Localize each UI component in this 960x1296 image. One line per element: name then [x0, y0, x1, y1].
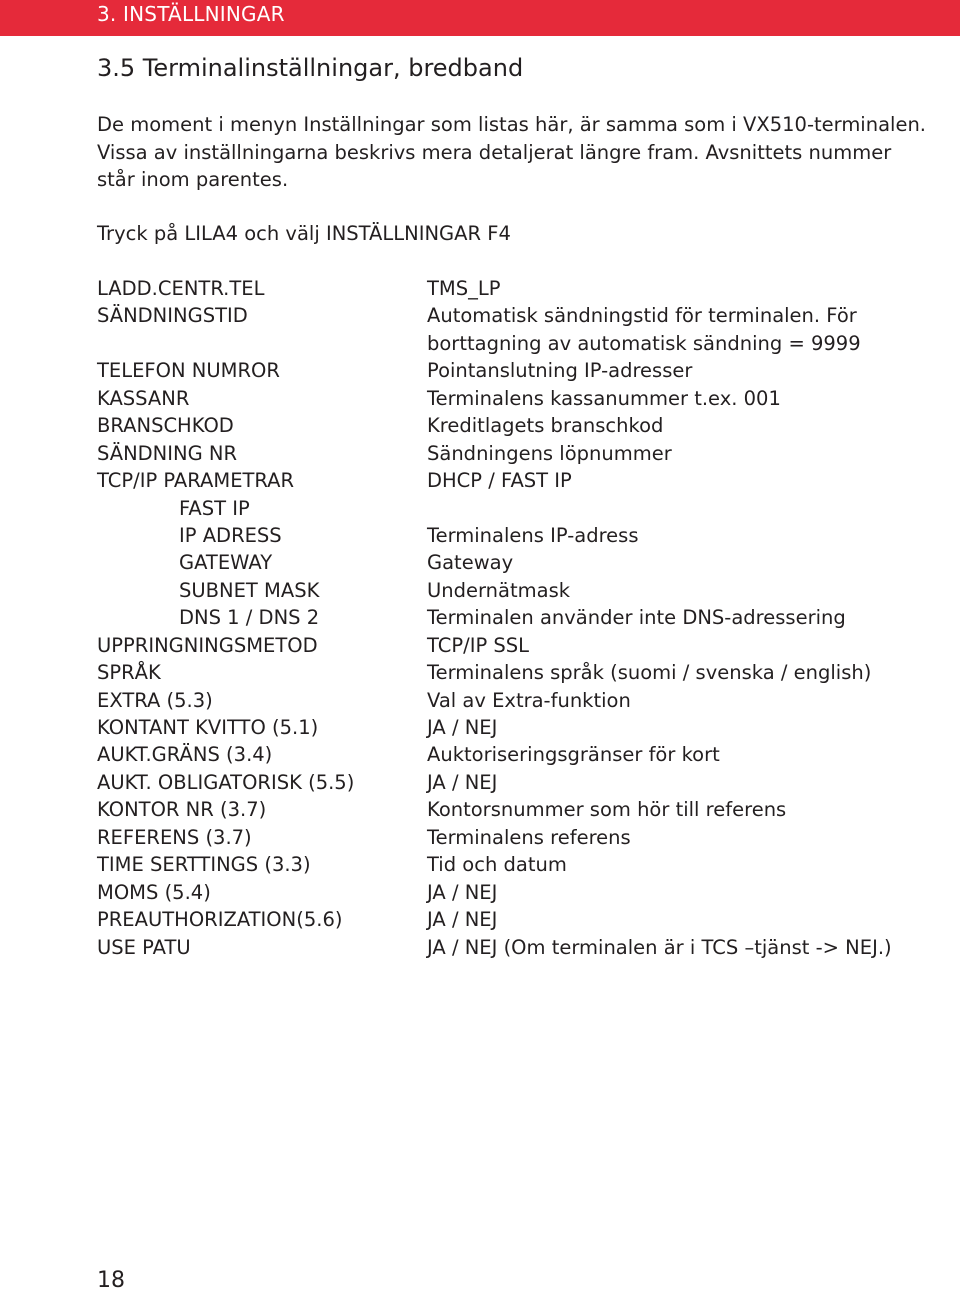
setting-label: LADD.CENTR.TEL: [97, 277, 265, 300]
setting-description: JA / NEJ (Om terminalen är i TCS –tjänst -> NEJ.): [427, 935, 892, 959]
setting-label: AUKT.GRÄNS (3.4): [97, 743, 273, 767]
settings-row: [97, 467, 917, 494]
setting-description: Kontorsnummer som hör till referens: [427, 798, 787, 822]
settings-row: [97, 495, 917, 522]
settings-row: [97, 275, 917, 302]
settings-row: [97, 851, 917, 878]
settings-row: [97, 522, 917, 549]
setting-description: JA / NEJ: [427, 770, 498, 794]
setting-description: DHCP / FAST IP: [427, 469, 572, 493]
intro-line: Vissa av inställningarna beskrivs mera detaljerat längre fram. Avsnittets nummer: [97, 140, 892, 164]
settings-list: [97, 275, 917, 961]
setting-label: BRANSCHKOD: [97, 414, 234, 438]
instruction-text: Tryck på LILA4 och välj INSTÄLLNINGAR F4: [97, 222, 511, 245]
setting-label: USE PATU: [97, 935, 191, 959]
setting-description: borttagning av automatisk sändning = 9999: [427, 331, 861, 355]
setting-description: TCP/IP SSL: [427, 633, 530, 657]
intro-line: De moment i menyn Inställningar som listas här, är samma som i VX510-terminalen.: [97, 113, 927, 136]
settings-row: [97, 934, 917, 961]
setting-label: KONTANT KVITTO (5.1): [97, 716, 319, 739]
setting-label: GATEWAY: [179, 551, 273, 575]
settings-row: [97, 906, 917, 933]
setting-label: IP ADRESS: [179, 523, 282, 547]
setting-label: UPPRINGNINGSMETOD: [97, 633, 318, 657]
setting-description: JA / NEJ: [427, 716, 498, 739]
settings-row: [97, 412, 917, 439]
setting-label: REFERENS (3.7): [97, 825, 252, 849]
setting-description: Terminalen använder inte DNS-adressering: [427, 606, 846, 630]
settings-row: [97, 330, 917, 357]
settings-row: [97, 824, 917, 851]
intro-line: står inom parentes.: [97, 168, 289, 191]
setting-label: SÄNDNING NR: [97, 441, 238, 465]
setting-label: TELEFON NUMROR: [97, 359, 280, 383]
setting-description: Val av Extra-funktion: [427, 688, 631, 712]
setting-label: FAST IP: [179, 496, 250, 520]
setting-description: Pointanslutning IP-adresser: [427, 359, 693, 383]
setting-label: TIME SERTTINGS (3.3): [97, 853, 311, 877]
setting-label: SPRÅK: [97, 661, 161, 685]
setting-description: Undernätmask: [427, 578, 571, 602]
setting-label: DNS 1 / DNS 2: [179, 606, 320, 630]
setting-description: Terminalens referens: [427, 825, 631, 849]
setting-description: TMS_LP: [427, 277, 501, 300]
setting-label: EXTRA (5.3): [97, 688, 213, 712]
setting-label: SÄNDNINGSTID: [97, 304, 248, 328]
settings-row: [97, 577, 917, 604]
setting-description: Terminalens språk (suomi / svenska / english): [427, 661, 872, 685]
settings-row: [97, 385, 917, 412]
chapter-title: 3. INSTÄLLNINGAR: [97, 2, 285, 26]
setting-description: Sändningens löpnummer: [427, 441, 672, 465]
setting-description: Terminalens IP-adress: [427, 523, 639, 547]
setting-label: PREAUTHORIZATION(5.6): [97, 908, 343, 932]
settings-row: [97, 769, 917, 796]
settings-row: [97, 549, 917, 576]
setting-label: SUBNET MASK: [179, 578, 320, 602]
settings-row: [97, 604, 917, 631]
setting-description: Gateway: [427, 551, 514, 575]
setting-description: JA / NEJ: [427, 880, 498, 904]
settings-row: [97, 659, 917, 686]
setting-description: Auktoriseringsgränser för kort: [427, 743, 720, 767]
setting-description: Terminalens kassanummer t.ex. 001: [427, 386, 781, 410]
setting-description: Kreditlagets branschkod: [427, 414, 664, 438]
settings-row: [97, 357, 917, 384]
setting-label: MOMS (5.4): [97, 880, 211, 904]
setting-label: AUKT. OBLIGATORISK (5.5): [97, 770, 355, 794]
settings-row: [97, 632, 917, 659]
settings-row: [97, 796, 917, 823]
settings-row: [97, 879, 917, 906]
setting-label: KONTOR NR (3.7): [97, 798, 267, 822]
chapter-header-bar: [0, 0, 960, 36]
intro-paragraph: [97, 111, 927, 194]
setting-label: TCP/IP PARAMETRAR: [97, 469, 295, 493]
setting-label: KASSANR: [97, 386, 190, 410]
settings-row: [97, 741, 917, 768]
settings-row: [97, 440, 917, 467]
settings-row: [97, 302, 917, 329]
settings-row: [97, 687, 917, 714]
section-title: 3.5 Terminalinställningar, bredband: [97, 54, 524, 82]
setting-description: Automatisk sändningstid för terminalen. För: [427, 304, 857, 328]
setting-description: JA / NEJ: [427, 908, 498, 932]
settings-row: [97, 714, 917, 741]
setting-description: Tid och datum: [427, 853, 567, 877]
page-number: 18: [97, 1268, 125, 1293]
